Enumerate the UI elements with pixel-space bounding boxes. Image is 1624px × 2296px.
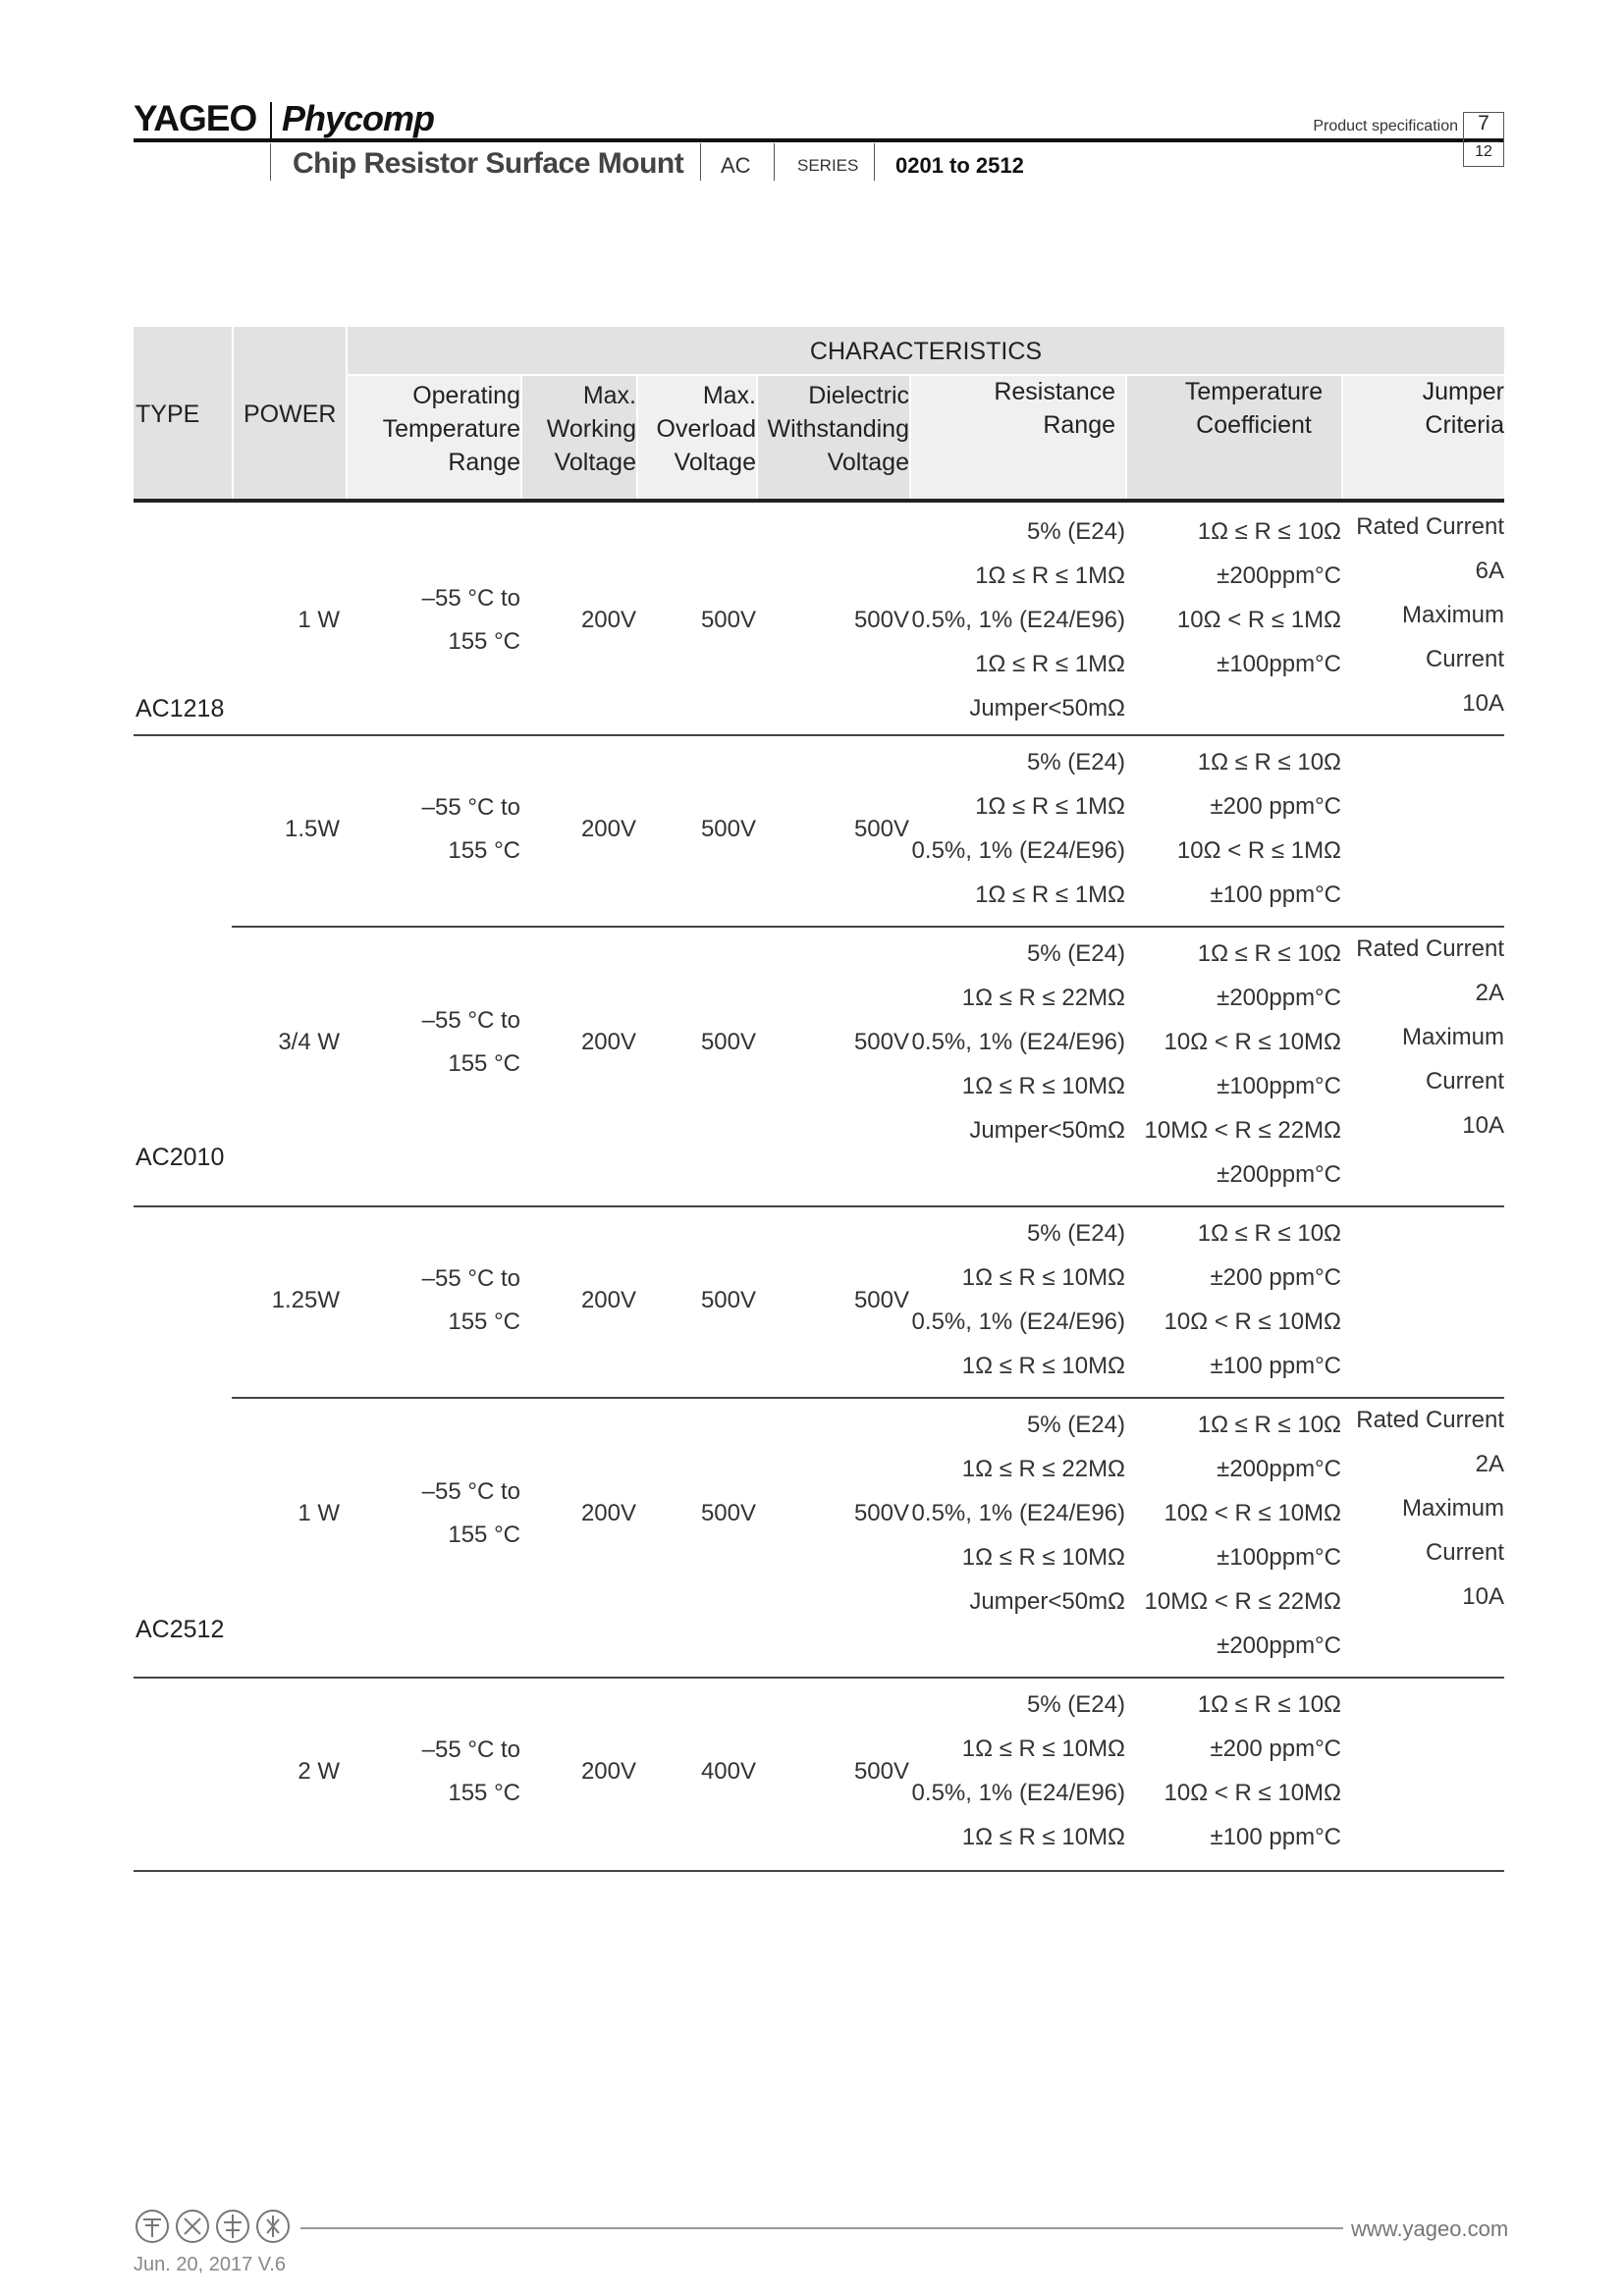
type-label: AC1218 bbox=[135, 695, 225, 722]
op-temp-cell: –55 °C to bbox=[421, 1478, 520, 1505]
working-voltage-cell: 200V bbox=[580, 1500, 636, 1526]
doc-title: Chip Resistor Surface Mount bbox=[293, 147, 684, 180]
product-family: AC bbox=[721, 153, 751, 178]
dielectric-voltage-cell: 500V bbox=[853, 1757, 909, 1785]
header-characteristics: CHARACTERISTICS bbox=[809, 338, 1043, 365]
temp-coefficient-cell: ±200ppm°C bbox=[1217, 985, 1341, 1011]
size-range: 0201 to 2512 bbox=[895, 153, 1024, 178]
temp-coefficient-cell: ±200 ppm°C bbox=[1210, 793, 1341, 820]
temp-coefficient-cell: ±100ppm°C bbox=[1217, 1544, 1341, 1571]
page-total: 12 bbox=[1475, 143, 1492, 160]
resistance-range-cell: 5% (E24) bbox=[1026, 1412, 1125, 1438]
header-max-overload: Max. Overload Voltage bbox=[656, 382, 756, 476]
dielectric-voltage-cell: 500V bbox=[853, 815, 909, 842]
overload-voltage-cell: 500V bbox=[700, 607, 756, 633]
title-divider bbox=[270, 143, 271, 181]
resistance-range-cell: 1Ω ≤ R ≤ 1MΩ bbox=[975, 793, 1125, 820]
temp-coefficient-cell: ±200ppm°C bbox=[1217, 1456, 1341, 1482]
power-cell: 1 W bbox=[298, 607, 340, 633]
temp-coefficient-cell: 1Ω ≤ R ≤ 10Ω bbox=[1197, 749, 1341, 775]
op-temp-cell: 155 °C bbox=[448, 628, 520, 655]
type-label: AC2010 bbox=[135, 1144, 225, 1171]
resistance-range-cell: 1Ω ≤ R ≤ 1MΩ bbox=[975, 651, 1125, 677]
op-temp-cell: 155 °C bbox=[448, 1050, 520, 1077]
doc-type-label: Product specification bbox=[1313, 118, 1458, 134]
temp-coefficient-cell: 1Ω ≤ R ≤ 10Ω bbox=[1197, 1412, 1341, 1438]
resistance-range-cell: 1Ω ≤ R ≤ 10MΩ bbox=[961, 1264, 1125, 1291]
page-number: 7 bbox=[1478, 112, 1489, 134]
temp-coefficient-cell: 10Ω < R ≤ 1MΩ bbox=[1176, 837, 1341, 864]
op-temp-cell: –55 °C to bbox=[421, 585, 520, 612]
jumper-criteria-cell: Current bbox=[1425, 646, 1504, 672]
power-cell: 1.25W bbox=[271, 1286, 340, 1313]
resistance-range-cell: 5% (E24) bbox=[1026, 1220, 1125, 1247]
temp-coefficient-cell: 10Ω < R ≤ 10MΩ bbox=[1164, 1780, 1341, 1806]
temp-coefficient-cell: 10Ω < R ≤ 10MΩ bbox=[1164, 1500, 1341, 1526]
phycomp-logo: Phycomp bbox=[282, 98, 435, 138]
resistance-range-cell: 1Ω ≤ R ≤ 10MΩ bbox=[961, 1824, 1125, 1850]
jumper-criteria-cell: Current bbox=[1425, 1068, 1504, 1095]
dielectric-voltage-cell: 500V bbox=[853, 607, 909, 633]
resistance-range-cell: 1Ω ≤ R ≤ 22MΩ bbox=[961, 1456, 1125, 1482]
header-temp-coeff: Temperature Coefficient bbox=[1184, 378, 1324, 439]
resistance-range-cell: 0.5%, 1% (E24/E96) bbox=[911, 607, 1125, 633]
jumper-criteria-cell: 10A bbox=[1462, 1112, 1504, 1139]
cert-icon-mark bbox=[224, 2215, 242, 2238]
jumper-criteria-cell: Maximum bbox=[1401, 1495, 1504, 1522]
resistance-range-cell: 1Ω ≤ R ≤ 10MΩ bbox=[961, 1353, 1125, 1379]
row-separator bbox=[232, 1397, 1504, 1399]
page-divider bbox=[1468, 141, 1499, 142]
dielectric-voltage-cell: 500V bbox=[853, 1029, 909, 1055]
jumper-criteria-cell: 6A bbox=[1475, 558, 1504, 584]
type-label: AC2512 bbox=[135, 1616, 225, 1643]
op-temp-cell: –55 °C to bbox=[421, 1264, 520, 1292]
resistance-range-cell: 1Ω ≤ R ≤ 10MΩ bbox=[961, 1073, 1125, 1099]
op-temp-cell: –55 °C to bbox=[421, 793, 520, 821]
header-max-working: Max. Working Voltage bbox=[546, 382, 636, 476]
resistance-range-cell: Jumper<50mΩ bbox=[969, 695, 1125, 721]
temp-coefficient-cell: 10MΩ < R ≤ 22MΩ bbox=[1144, 1117, 1341, 1144]
series-label: SERIES bbox=[797, 156, 859, 175]
title-divider bbox=[774, 143, 775, 181]
cert-icon-mark bbox=[267, 2216, 279, 2237]
temp-coefficient-cell: ±100 ppm°C bbox=[1210, 1824, 1341, 1850]
temp-coefficient-cell: 10Ω < R ≤ 1MΩ bbox=[1176, 607, 1341, 633]
dielectric-voltage-cell: 500V bbox=[853, 1500, 909, 1526]
power-cell: 1 W bbox=[298, 1500, 340, 1526]
temp-coefficient-cell: ±200ppm°C bbox=[1217, 562, 1341, 589]
working-voltage-cell: 200V bbox=[580, 1029, 636, 1055]
temp-coefficient-cell: 10Ω < R ≤ 10MΩ bbox=[1164, 1029, 1341, 1055]
temp-coefficient-cell: ±200ppm°C bbox=[1217, 1161, 1341, 1188]
power-cell: 1.5W bbox=[284, 815, 340, 842]
op-temp-cell: 155 °C bbox=[448, 836, 520, 864]
jumper-criteria-cell: 2A bbox=[1475, 980, 1504, 1006]
working-voltage-cell: 200V bbox=[580, 1757, 636, 1785]
temp-coefficient-cell: ±100ppm°C bbox=[1217, 1073, 1341, 1099]
yageo-logo: YAGEO bbox=[134, 98, 257, 138]
temp-coefficient-cell: ±100 ppm°C bbox=[1210, 1353, 1341, 1379]
working-voltage-cell: 200V bbox=[580, 815, 636, 842]
row-separator bbox=[232, 926, 1504, 928]
jumper-criteria-cell: 2A bbox=[1475, 1451, 1504, 1477]
resistance-range-cell: 1Ω ≤ R ≤ 1MΩ bbox=[975, 562, 1125, 589]
jumper-criteria-cell: 10A bbox=[1462, 1583, 1504, 1610]
resistance-range-cell: 5% (E24) bbox=[1026, 749, 1125, 775]
op-temp-cell: 155 °C bbox=[448, 1308, 520, 1335]
temp-coefficient-cell: 1Ω ≤ R ≤ 10Ω bbox=[1197, 1220, 1341, 1247]
row-separator bbox=[134, 1677, 1504, 1679]
overload-voltage-cell: 500V bbox=[700, 1286, 756, 1313]
overload-voltage-cell: 500V bbox=[700, 1500, 756, 1526]
cert-icon-mark bbox=[185, 2218, 200, 2234]
resistance-range-cell: 1Ω ≤ R ≤ 22MΩ bbox=[961, 985, 1125, 1011]
temp-coefficient-cell: 1Ω ≤ R ≤ 10Ω bbox=[1197, 940, 1341, 967]
title-divider bbox=[700, 143, 701, 181]
footer-date: Jun. 20, 2017 V.6 bbox=[134, 2254, 286, 2275]
jumper-criteria-cell: Rated Current bbox=[1356, 935, 1504, 962]
resistance-range-cell: 0.5%, 1% (E24/E96) bbox=[911, 1780, 1125, 1806]
resistance-range-cell: 1Ω ≤ R ≤ 10MΩ bbox=[961, 1544, 1125, 1571]
resistance-range-cell: 0.5%, 1% (E24/E96) bbox=[911, 1308, 1125, 1335]
temp-coefficient-cell: 1Ω ≤ R ≤ 10Ω bbox=[1197, 1691, 1341, 1718]
cert-icon-mark bbox=[143, 2219, 161, 2237]
temp-coefficient-cell: ±100 ppm°C bbox=[1210, 881, 1341, 908]
header-rule bbox=[134, 138, 1504, 142]
dielectric-voltage-cell: 500V bbox=[853, 1286, 909, 1313]
temp-coefficient-cell: 10MΩ < R ≤ 22MΩ bbox=[1144, 1588, 1341, 1615]
header-jumper: Jumper Criteria bbox=[1422, 378, 1504, 439]
row-separator bbox=[134, 734, 1504, 736]
overload-voltage-cell: 400V bbox=[700, 1757, 756, 1785]
footer-website: www.yageo.com bbox=[1351, 2216, 1509, 2241]
resistance-range-cell: 5% (E24) bbox=[1026, 518, 1125, 545]
resistance-range-cell: Jumper<50mΩ bbox=[969, 1117, 1125, 1144]
op-temp-cell: –55 °C to bbox=[421, 1007, 520, 1034]
overload-voltage-cell: 500V bbox=[700, 815, 756, 842]
header-type: TYPE bbox=[135, 400, 200, 428]
header-bottom-rule bbox=[134, 499, 1504, 503]
temp-coefficient-cell: ±200 ppm°C bbox=[1210, 1735, 1341, 1762]
resistance-range-cell: 5% (E24) bbox=[1026, 1691, 1125, 1718]
op-temp-cell: 155 °C bbox=[448, 1779, 520, 1806]
resistance-range-cell: 0.5%, 1% (E24/E96) bbox=[911, 837, 1125, 864]
footer-rule bbox=[300, 2227, 1343, 2229]
certification-icons bbox=[134, 2208, 300, 2245]
working-voltage-cell: 200V bbox=[580, 607, 636, 633]
overload-voltage-cell: 500V bbox=[700, 1029, 756, 1055]
resistance-range-cell: 5% (E24) bbox=[1026, 940, 1125, 967]
title-divider bbox=[874, 143, 875, 181]
temp-coefficient-cell: ±100ppm°C bbox=[1217, 651, 1341, 677]
logo-divider bbox=[270, 102, 272, 141]
resistance-range-cell: 1Ω ≤ R ≤ 1MΩ bbox=[975, 881, 1125, 908]
op-temp-cell: 155 °C bbox=[448, 1522, 520, 1548]
header-op-temp: Operating Temperature Range bbox=[382, 382, 520, 476]
power-cell: 3/4 W bbox=[278, 1029, 340, 1055]
resistance-range-cell: 0.5%, 1% (E24/E96) bbox=[911, 1029, 1125, 1055]
op-temp-cell: –55 °C to bbox=[421, 1735, 520, 1763]
resistance-range-cell: Jumper<50mΩ bbox=[969, 1588, 1125, 1615]
header-power: POWER bbox=[244, 400, 337, 428]
jumper-criteria-cell: Current bbox=[1425, 1539, 1504, 1566]
power-cell: 2 W bbox=[298, 1757, 340, 1785]
temp-coefficient-cell: 1Ω ≤ R ≤ 10Ω bbox=[1197, 518, 1341, 545]
working-voltage-cell: 200V bbox=[580, 1286, 636, 1313]
temp-coefficient-cell: 10Ω < R ≤ 10MΩ bbox=[1164, 1308, 1341, 1335]
row-separator bbox=[134, 1870, 1504, 1872]
resistance-range-cell: 0.5%, 1% (E24/E96) bbox=[911, 1500, 1125, 1526]
jumper-criteria-cell: Rated Current bbox=[1356, 1407, 1504, 1433]
temp-coefficient-cell: ±200ppm°C bbox=[1217, 1632, 1341, 1659]
jumper-criteria-cell: Maximum bbox=[1401, 602, 1504, 628]
jumper-criteria-cell: 10A bbox=[1462, 690, 1504, 717]
row-separator bbox=[134, 1205, 1504, 1207]
header-resistance: Resistance Range bbox=[994, 378, 1115, 439]
header-dielectric: Dielectric Withstanding Voltage bbox=[767, 382, 909, 476]
resistance-range-cell: 1Ω ≤ R ≤ 10MΩ bbox=[961, 1735, 1125, 1762]
jumper-criteria-cell: Maximum bbox=[1401, 1024, 1504, 1050]
temp-coefficient-cell: ±200 ppm°C bbox=[1210, 1264, 1341, 1291]
jumper-criteria-cell: Rated Current bbox=[1356, 513, 1504, 540]
